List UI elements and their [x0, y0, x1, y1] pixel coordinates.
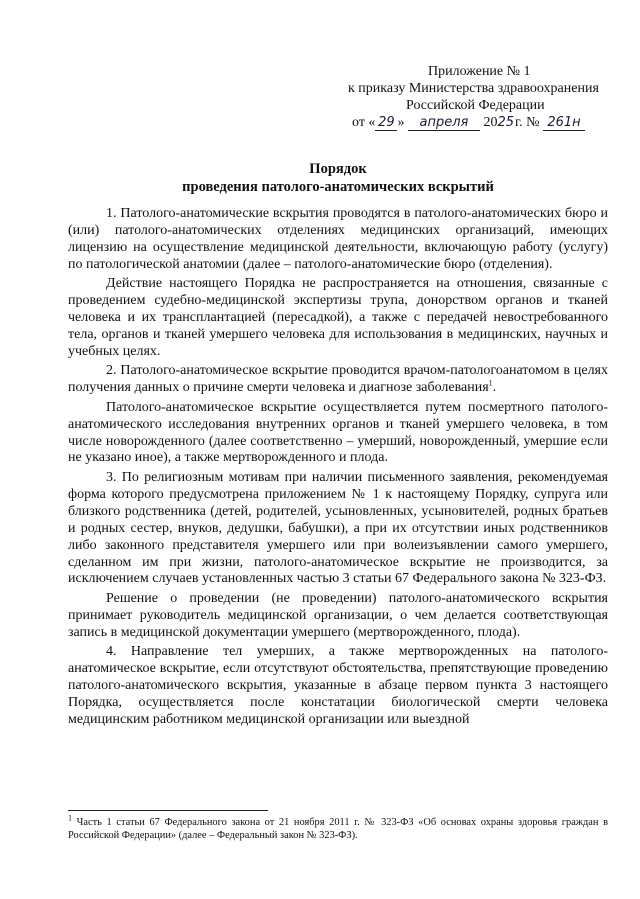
date-prefix: от «: [352, 115, 376, 130]
paragraph-7: 4. Направление тел умерших, а также мертворожденных на патолого-анатомическое вскрытие, если отсутствуют обстоятельства, препятствующие проведению патолого-анатомического вскрытия, указанные в абзаце первом пункта 3 настоящего Порядка, осуществляется после констатации биологической смерти человека медицинским работником медицинской организации или выездной: [68, 644, 608, 727]
appendix-number: Приложение № 1: [428, 64, 531, 79]
year-prefix: 20: [483, 115, 498, 130]
footnote-mark: 1: [68, 813, 72, 823]
appendix-header: [338, 63, 618, 131]
handwritten-year: 25: [497, 115, 514, 130]
footnote-divider: [68, 810, 268, 811]
order-number-label: г. №: [514, 115, 540, 130]
order-date-line: [338, 114, 618, 131]
date-quote-close: »: [397, 115, 405, 130]
footnote-text: Часть 1 статьи 67 Федерального закона от 21 ноября 2011 г. № 323-ФЗ «Об основах охраны здоровья граждан в Российской Федерации» (далее – Федеральный закон № 323-ФЗ).: [68, 817, 608, 841]
footnote: [68, 813, 608, 842]
paragraph-5: 3. По религиозным мотивам при наличии письменного заявления, рекомендуемая форма которого предусмотрена приложением № 1 к настоящему Порядку, супруга или близкого родственника (детей, родителей, усыновленных, усыновителей, родных братьев и родных сестер, внуков, дедушки, бабушки), а при их отсутствии иных родственников либо законного представителя умершего или при волеизъявлении самого умершего, сделанном им при жизни, патолого-анатомическое вскрытие не производится, за исключением случаев установленных частью 3 статьи 67 Федерального закона № 323-ФЗ.: [68, 469, 608, 587]
title-line-2: проведения патолого-анатомических вскрытий: [182, 179, 494, 195]
paragraph-4: Патолого-анатомическое вскрытие осуществляется путем посмертного патолого-анатомического исследования внутренних органов и тканей умершего человека, в том числе новорожденного (далее соответственно – умерший, новорожденный, умершие если не указано иное), а также мертворожденного и плода.: [68, 399, 608, 466]
paragraph-1: 1. Патолого-анатомические вскрытия проводятся в патолого-анатомических бюро и (или) патолого-анатомических отделениях медицинских организаций, имеющих лицензию на осуществление медицинской деятельности, включающую работу (услугу) по патологической анатомии (далее – патолого-анатомические бюро (отделения).: [68, 206, 608, 272]
paragraph-2: Действие настоящего Порядка не распространяется на отношения, связанные с проведением судебно-медицинской экспертизы трупа, донорством органов и тканей человека и их трансплантацией (пересадкой), а также с передачей невостребованного тела, органов и тканей умершего человека для использования в медицинских, научных и учебных целях.: [68, 276, 608, 359]
document-title: [68, 160, 608, 196]
footnote-reference: 1: [488, 378, 493, 388]
paragraph-3: 2. Патолого-анатомическое вскрытие проводится врачом-патологоанатомом в целях получения данных о причине смерти человека и диагнозе заболевания$^1$.: [68, 363, 608, 396]
handwritten-month: апреля: [408, 116, 480, 131]
paragraph-6: Решение о проведении (не проведении) патолого-анатомического вскрытия принимает руководитель медицинской организации, о чем делается соответствующая запись в медицинской документации умершего (мертворожденного, плода).: [68, 590, 608, 640]
document-body: [68, 206, 608, 729]
handwritten-day: 29: [375, 116, 397, 131]
title-line-1: Порядок: [309, 161, 367, 177]
paragraph-3-text: 2. Патолого-анатомическое вскрытие проводится врачом-патологоанатомом в целях получения данных о причине смерти человека и диагнозе заболевания: [68, 363, 608, 396]
handwritten-order-number: 261н: [543, 116, 585, 131]
order-reference: к приказу Министерства здравоохранения: [348, 81, 599, 96]
ministry-country: Российской Федерации: [406, 98, 545, 113]
